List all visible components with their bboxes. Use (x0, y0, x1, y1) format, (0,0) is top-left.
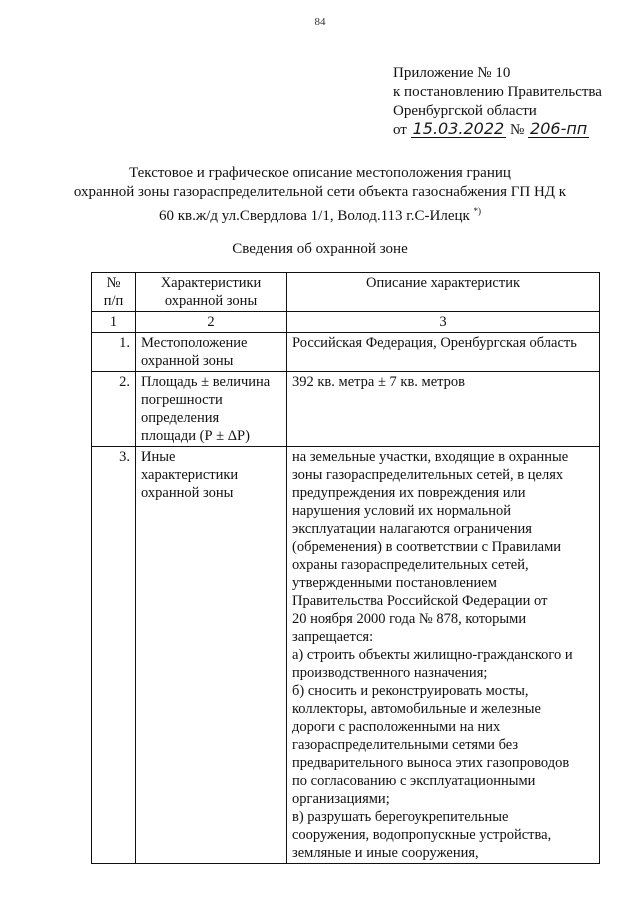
title-line-1: Текстовое и графическое описание местоположения границ (129, 165, 511, 181)
description-line: сооружения, водопропускные устройства, (292, 827, 552, 843)
description-line: в) разрушать берегоукрепительные (292, 809, 509, 825)
appendix-line-3: Оренбургской области (393, 103, 537, 119)
description-line: предупреждения их повреждения или (292, 485, 526, 501)
characteristic-line: охранной зоны (141, 485, 234, 501)
characteristic-line: площади (Р ± ΔР) (141, 428, 250, 444)
column-number-2: 2 (136, 312, 287, 333)
description-line: 20 ноября 2000 года № 878, которыми (292, 611, 527, 627)
description-line: по согласованию с эксплуатационными (292, 773, 536, 789)
description-line: Российская Федерация, Оренбургская область (292, 335, 577, 351)
title-line-3-text: 60 кв.ж/д ул.Свердлова 1/1, Волод.113 г.С-Илецк (158, 208, 470, 224)
title-line-3 (60, 202, 580, 226)
protection-zone-table (91, 272, 600, 864)
header-characteristic-line: охранной зоны (164, 293, 258, 309)
description-line: 392 кв. метра ± 7 кв. метров (292, 374, 466, 390)
appendix-date-line (393, 121, 602, 140)
column-number-3: 3 (287, 312, 600, 333)
description-line: дороги с расположенными на них (292, 719, 501, 735)
description-line: на земельные участки, входящие в охранные (292, 449, 569, 465)
description-line: охраны газораспределительных сетей, (292, 557, 529, 573)
footnote-mark: *) (473, 206, 482, 216)
row-characteristic (136, 333, 287, 372)
title-line-2: охранной зоны газораспределительной сети объекта газоснабжения ГП НД к (73, 184, 567, 200)
header-characteristic-line: Характеристики (160, 275, 262, 291)
row-description (287, 372, 600, 447)
table-row (92, 447, 600, 864)
row-description (287, 447, 600, 864)
characteristic-line: характеристики (141, 467, 239, 483)
table-header-row (92, 273, 600, 312)
characteristic-line: Иные (141, 449, 176, 465)
description-line: нарушения условий их нормальной (292, 503, 512, 519)
header-number-line: № (106, 275, 121, 291)
description-line: а) строить объекты жилищно-гражданского и (292, 647, 573, 663)
characteristic-line: погрешности (141, 392, 223, 408)
row-number: 2. (92, 372, 136, 447)
description-line: предварительного выноса этих газопроводов (292, 755, 570, 771)
characteristic-line: Местоположение (141, 335, 248, 351)
characteristic-line: определения (141, 410, 220, 426)
row-number: 1. (92, 333, 136, 372)
section-heading: Сведения об охранной зоне (232, 241, 408, 257)
page-number: 84 (314, 16, 326, 28)
appendix-line-2: к постановлению Правительства (393, 84, 602, 100)
handwritten-number: 206-пп (530, 119, 588, 138)
characteristic-line: охранной зоны (141, 353, 234, 369)
header-number-line: п/п (103, 293, 124, 309)
description-line: эксплуатации налагаются ограничения (292, 521, 532, 537)
header-number (92, 273, 136, 312)
row-description (287, 333, 600, 372)
description-line: запрещается: (292, 629, 374, 645)
handwritten-date: 15.03.2022 (412, 119, 505, 138)
table-row (92, 372, 600, 447)
header-description (287, 273, 600, 312)
description-line: утвержденными постановлением (292, 575, 497, 591)
description-line: газораспределительными сетями без (292, 737, 519, 753)
row-number: 3. (92, 447, 136, 864)
document-title (60, 164, 580, 226)
row-characteristic (136, 447, 287, 864)
column-number-row (92, 312, 600, 333)
number-prefix: № (509, 122, 525, 138)
description-line: Правительства Российской Федерации от (292, 593, 548, 609)
header-characteristic (136, 273, 287, 312)
table-row (92, 333, 600, 372)
date-prefix: от (393, 122, 407, 138)
description-line: организациями; (292, 791, 390, 807)
row-characteristic (136, 372, 287, 447)
description-line: (обременения) в соответствии с Правилами (292, 539, 562, 555)
description-line: коллекторы, автомобильные и железные (292, 701, 541, 717)
appendix-line-1: Приложение № 10 (393, 65, 511, 81)
column-number-1: 1 (92, 312, 136, 333)
description-line: земляные и иные сооружения, (292, 845, 479, 861)
description-line: б) сносить и реконструировать мосты, (292, 683, 529, 699)
header-description-line: Описание характеристик (365, 275, 520, 291)
description-line: производственного назначения; (292, 665, 488, 681)
appendix-block (393, 64, 602, 140)
characteristic-line: Площадь ± величина (141, 374, 271, 390)
description-line: зоны газораспределительных сетей, в целях (292, 467, 564, 483)
